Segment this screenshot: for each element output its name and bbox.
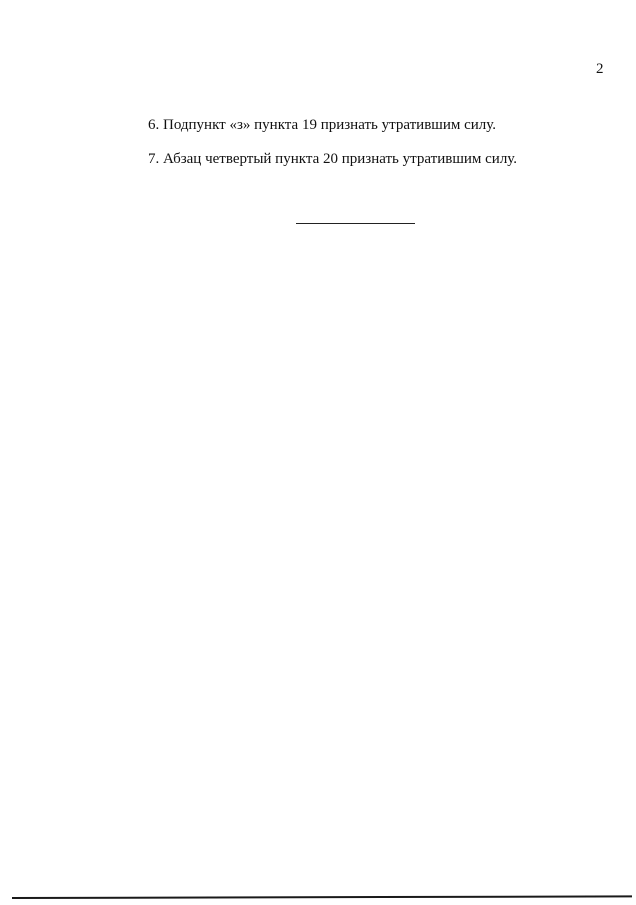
end-separator-line: [296, 223, 415, 224]
paragraph-item-6: 6. Подпункт «з» пункта 19 признать утратившим силу.: [148, 117, 497, 133]
scan-edge-line: [12, 895, 632, 899]
paragraph-item-7: 7. Абзац четвертый пункта 20 признать утратившим силу.: [148, 151, 518, 167]
page-number: 2: [596, 61, 604, 77]
